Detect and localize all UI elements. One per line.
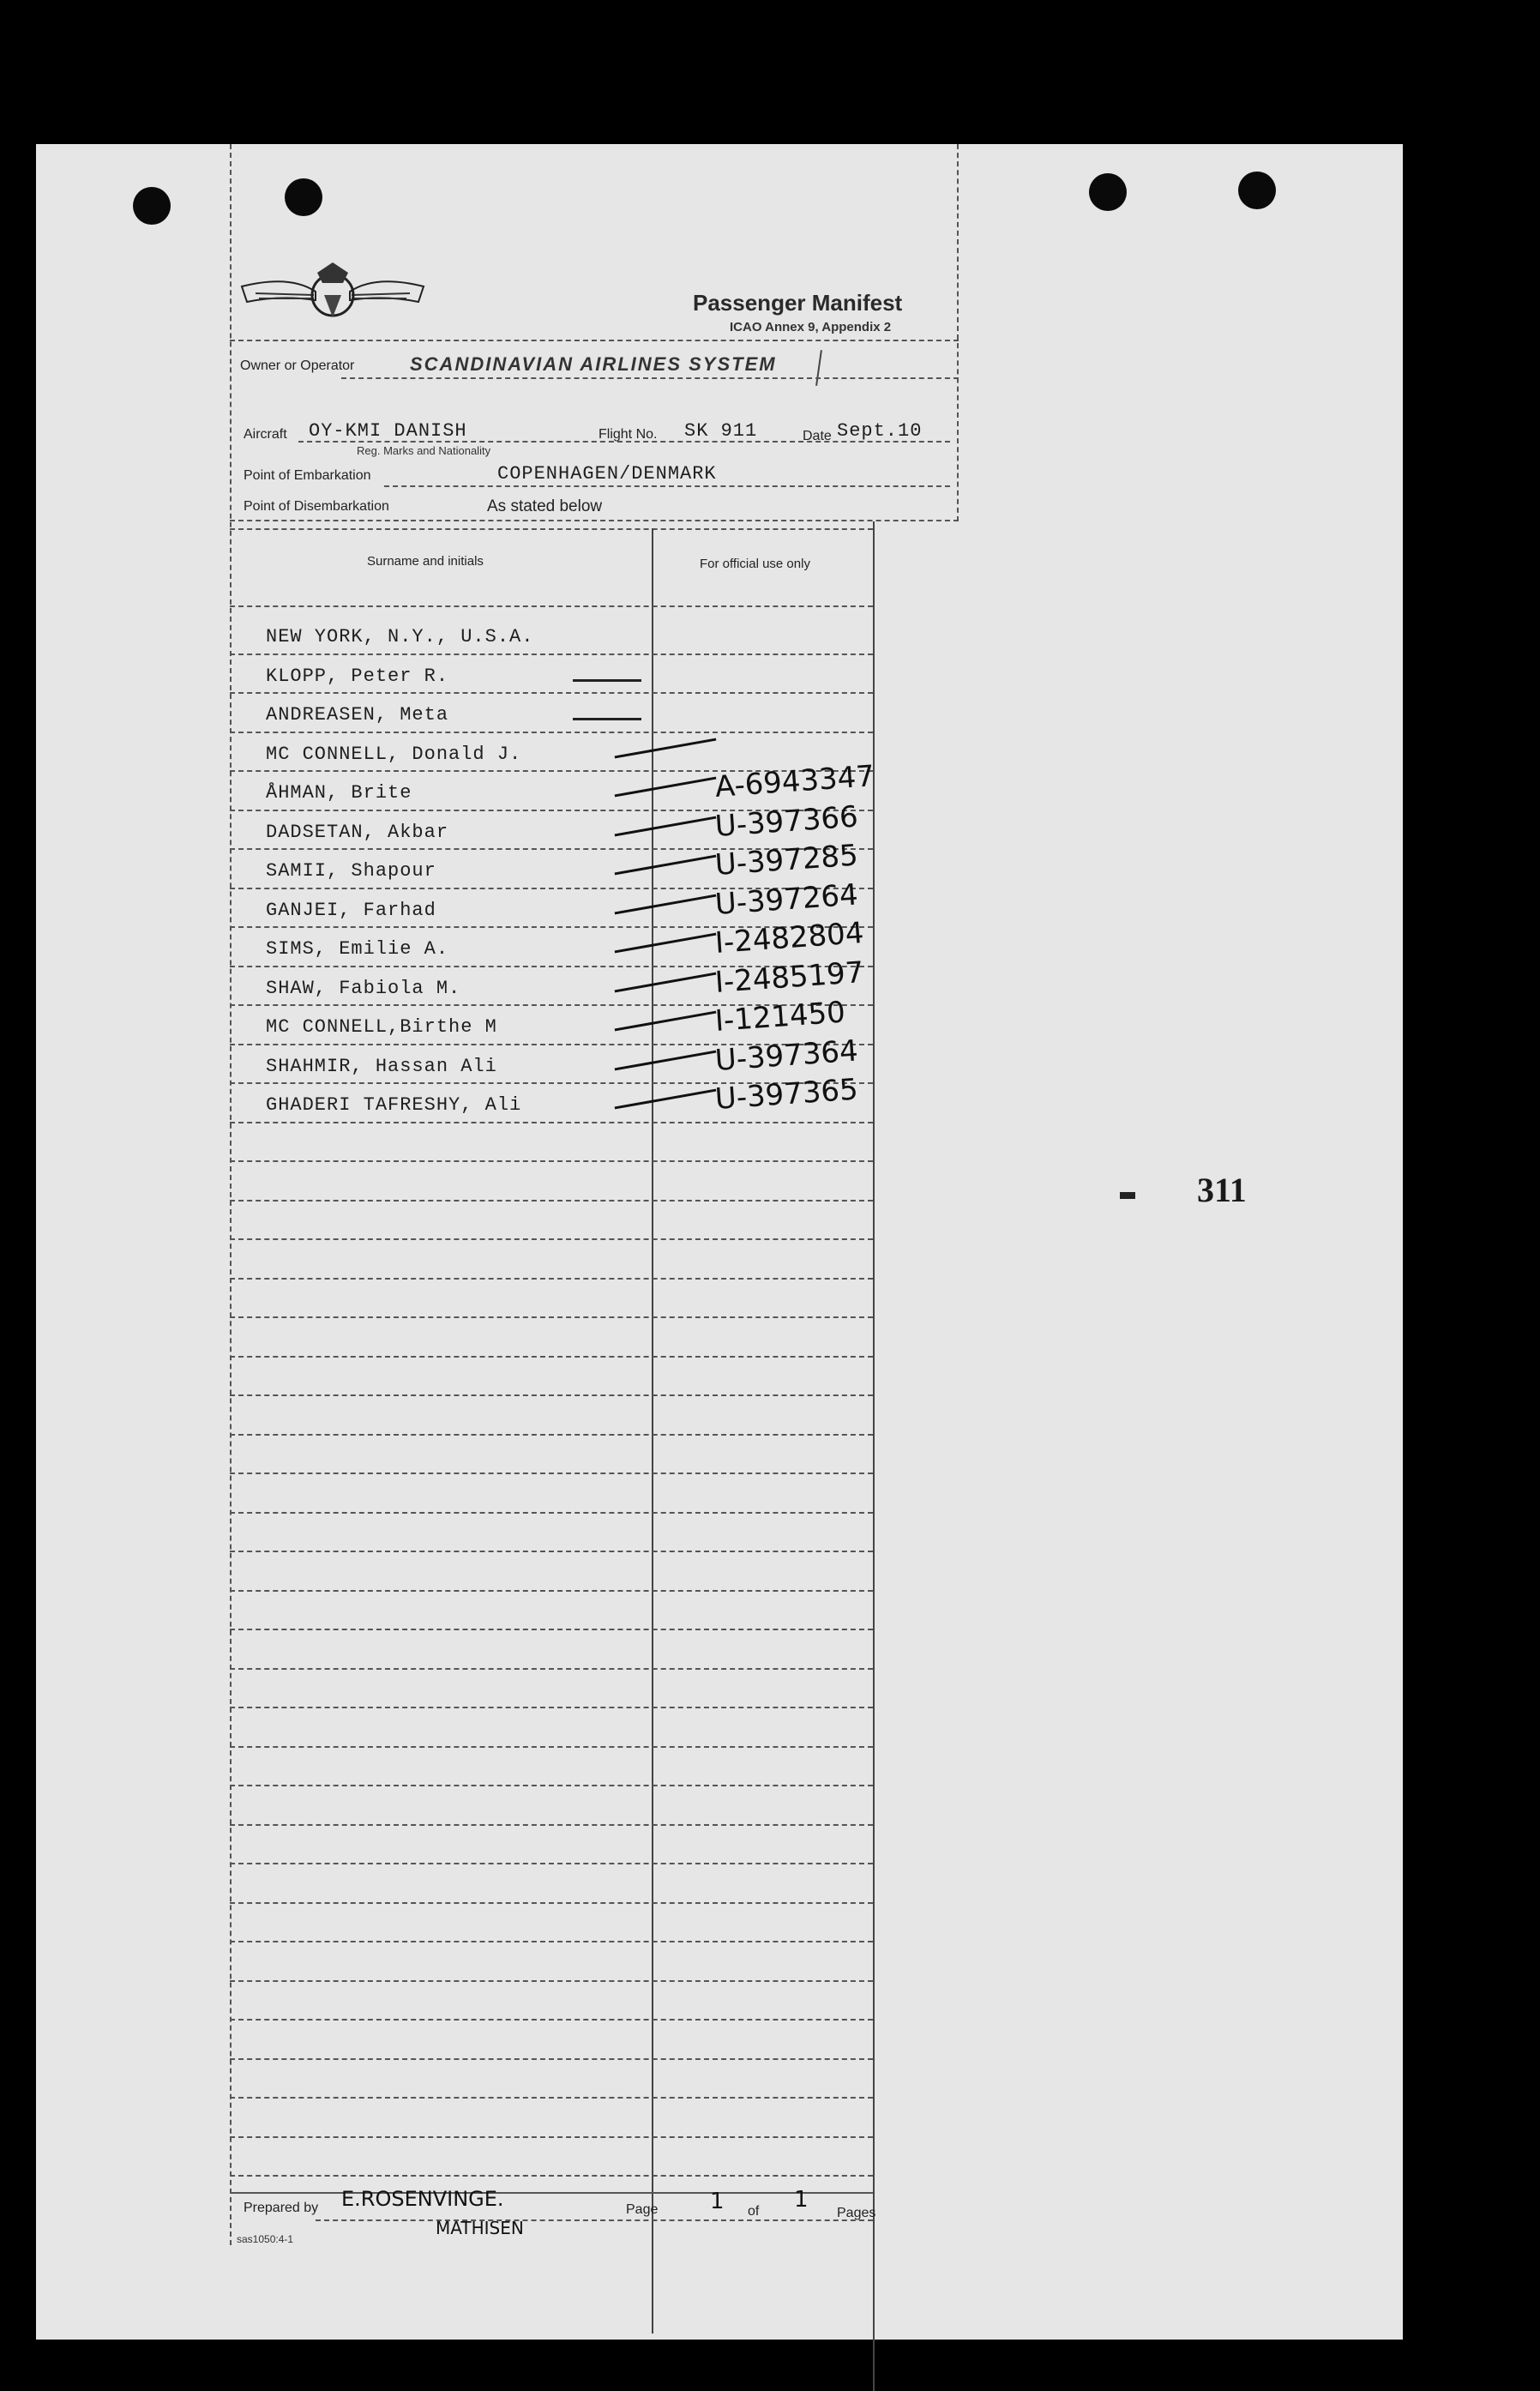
check-mark-icon: [615, 894, 717, 914]
check-mark-icon: [615, 777, 717, 798]
embarkation-value: COPENHAGEN/DENMARK: [497, 463, 717, 485]
table-row: [230, 1984, 873, 2023]
table-row: [230, 1164, 873, 1203]
passport-number: U-397264: [713, 876, 859, 922]
disembarkation-label: Point of Disembarkation: [244, 499, 389, 514]
check-mark-icon: [615, 933, 717, 954]
passport-number: I-2482804: [713, 915, 865, 961]
passenger-name: SHAHMIR, Hassan Ali: [266, 1055, 497, 1077]
passenger-name: ÅHMAN, Brite: [266, 782, 412, 804]
table-row: [230, 1632, 873, 1671]
manifest-title: Passenger Manifest: [693, 290, 903, 316]
table-row: [230, 617, 873, 657]
table-row: [230, 1476, 873, 1515]
table-row: [230, 2100, 873, 2140]
manifest-subtitle: ICAO Annex 9, Appendix 2: [730, 320, 892, 334]
table-row: [230, 1125, 873, 1165]
table-row: [230, 1828, 873, 1867]
disembarkation-value: As stated below: [487, 497, 603, 515]
dash-mark-icon: [573, 718, 641, 720]
passport-number: A-6943347: [713, 759, 876, 804]
page-total: 1: [794, 2187, 809, 2213]
page-number: 1: [710, 2189, 725, 2214]
table-row: [230, 1750, 873, 1789]
punch-hole: [133, 187, 171, 225]
passport-number: U-397366: [713, 798, 859, 844]
embarkation-label: Point of Embarkation: [244, 468, 371, 483]
date-value: Sept.10: [837, 420, 923, 442]
passport-number: I-2485197: [713, 955, 865, 1000]
passenger-name: KLOPP, Peter R.: [266, 665, 449, 687]
passenger-name: SHAW, Fabiola M.: [266, 977, 461, 999]
check-mark-icon: [615, 855, 717, 876]
table-row: [230, 1710, 873, 1750]
table-row: [230, 2140, 873, 2179]
passport-number: U-397364: [713, 1033, 859, 1078]
prepared-by-signature: E.ROSENVINGE.: [341, 2187, 504, 2211]
flight-label: Flight No.: [599, 427, 658, 442]
table-row: [230, 1515, 873, 1555]
of-label: of: [748, 2204, 760, 2219]
passenger-name: GANJEI, Farhad: [266, 899, 436, 921]
dash-mark-icon: [573, 679, 641, 682]
table-row: [230, 1281, 873, 1321]
check-mark-icon: [615, 738, 717, 758]
table-row: [230, 1866, 873, 1906]
check-mark-icon: [615, 972, 717, 992]
check-mark-icon: [615, 1011, 717, 1032]
aircraft-label: Aircraft: [244, 427, 287, 442]
passenger-name: MC CONNELL, Donald J.: [266, 743, 522, 765]
table-row: [230, 1242, 873, 1281]
passenger-name: SIMS, Emilie A.: [266, 938, 449, 960]
pages-label: Pages: [837, 2206, 876, 2220]
table-row: [230, 696, 873, 735]
table-row: [230, 1359, 873, 1399]
airline-wings-logo-icon: [238, 257, 427, 334]
form-number: sas1050:4-1: [237, 2233, 294, 2245]
aircraft-value: OY-KMI DANISH: [309, 420, 467, 442]
table-row: [230, 2062, 873, 2101]
table-row: [230, 1320, 873, 1359]
table-row: [230, 1944, 873, 1984]
owner-label: Owner or Operator: [240, 358, 355, 373]
table-row: [230, 1593, 873, 1633]
column-header-official: For official use only: [700, 557, 810, 571]
check-mark-icon: [615, 1050, 717, 1070]
page-label: Page: [626, 2202, 659, 2217]
table-row: [230, 1554, 873, 1593]
manifest-form: [230, 144, 959, 2252]
date-label: Date: [803, 429, 832, 443]
passport-number: U-397285: [713, 838, 859, 882]
prepared-by-label: Prepared by: [244, 2201, 319, 2215]
table-row: [230, 1203, 873, 1243]
punch-hole: [1089, 173, 1127, 211]
passenger-name: GHADERI TAFRESHY, Ali: [266, 1094, 522, 1116]
prepared-by-signature-2: MATHISEN: [436, 2218, 524, 2238]
stamp-mark-icon: [1120, 1192, 1135, 1199]
check-mark-icon: [615, 816, 717, 836]
table-row: [230, 1788, 873, 1828]
table-row: [230, 2022, 873, 2062]
passenger-name: ANDREASEN, Meta: [266, 704, 449, 726]
passenger-name: NEW YORK, N.Y., U.S.A.: [266, 626, 534, 647]
punch-hole: [1238, 172, 1276, 209]
check-mark-icon: [615, 1089, 717, 1110]
passenger-name: MC CONNELL,Birthe M: [266, 1016, 497, 1038]
passport-number: U-397365: [713, 1072, 859, 1117]
table-row: [230, 1906, 873, 1945]
passport-number: I-121450: [713, 995, 847, 1039]
aircraft-sublabel: Reg. Marks and Nationality: [357, 444, 491, 457]
passenger-name: DADSETAN, Akbar: [266, 821, 449, 843]
column-header-surname: Surname and initials: [367, 554, 484, 569]
table-row: [230, 1437, 873, 1477]
owner-value: SCANDINAVIAN AIRLINES SYSTEM: [410, 353, 777, 375]
passenger-name: SAMII, Shapour: [266, 860, 436, 882]
table-row: [230, 1072, 873, 1125]
stamp-number: 311: [1197, 1171, 1247, 1209]
table-row: [230, 1671, 873, 1711]
flight-value: SK 911: [684, 420, 758, 442]
table-row: [230, 657, 873, 696]
table-row: [230, 1398, 873, 1437]
